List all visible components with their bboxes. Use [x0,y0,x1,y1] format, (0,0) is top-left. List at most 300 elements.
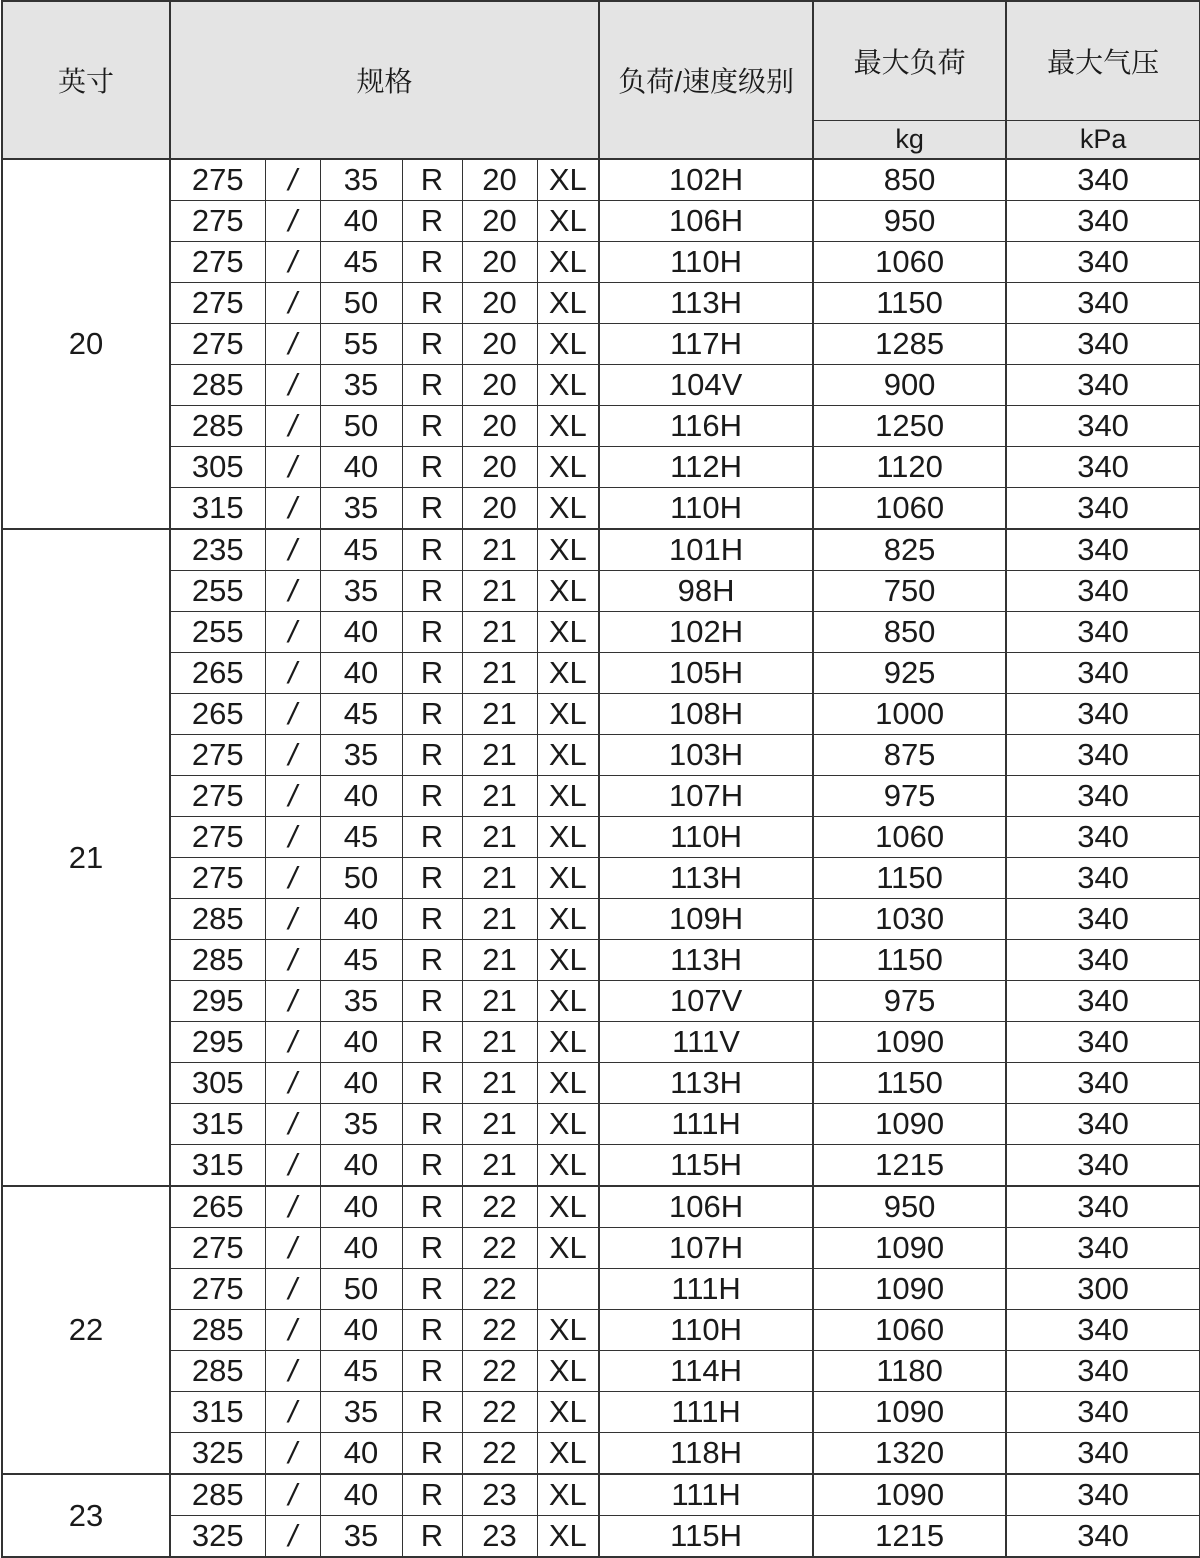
slash-cell: / [265,694,320,735]
table-row [2,324,1200,365]
max-load-cell: 1150 [813,1063,1006,1104]
reinforced-cell [537,1269,599,1310]
section-width-cell: 285 [170,940,265,981]
max-load-cell: 1215 [813,1516,1006,1558]
max-load-cell: 1150 [813,858,1006,899]
aspect-ratio-cell: 35 [320,1392,402,1433]
max-load-cell: 1000 [813,694,1006,735]
max-load-cell: 1090 [813,1228,1006,1269]
inch-cell: 22 [2,1186,170,1474]
slash-cell: / [265,365,320,406]
section-width-cell: 285 [170,1310,265,1351]
header-inch: 英寸 [2,1,170,159]
section-width-cell: 275 [170,283,265,324]
section-width-cell: 275 [170,735,265,776]
table-row [2,858,1200,899]
inch-cell: 23 [2,1474,170,1557]
section-width-cell: 285 [170,1474,265,1516]
slash-cell: / [265,447,320,488]
rim-diameter-cell: 21 [462,529,537,571]
max-pressure-cell: 340 [1006,981,1200,1022]
max-load-cell: 1250 [813,406,1006,447]
construction-cell: R [402,365,462,406]
header-load-unit: kg [813,121,1006,160]
section-width-cell: 305 [170,1063,265,1104]
max-load-cell: 1060 [813,242,1006,283]
slash-cell: / [265,1186,320,1228]
section-width-cell: 275 [170,201,265,242]
max-pressure-cell: 340 [1006,858,1200,899]
slash-cell: / [265,735,320,776]
header-spec: 规格 [170,1,599,159]
aspect-ratio-cell: 55 [320,324,402,365]
table-row [2,529,1200,571]
table-row [2,201,1200,242]
reinforced-cell: XL [537,653,599,694]
table-body [2,159,1200,1557]
header-max-pressure: 最大气压 [1006,1,1200,121]
section-width-cell: 315 [170,1145,265,1187]
table-row [2,735,1200,776]
reinforced-cell: XL [537,776,599,817]
construction-cell: R [402,242,462,283]
slash-cell: / [265,1145,320,1187]
max-load-cell: 1320 [813,1433,1006,1475]
table-row [2,283,1200,324]
aspect-ratio-cell: 40 [320,1022,402,1063]
slash-cell: / [265,1022,320,1063]
reinforced-cell: XL [537,1145,599,1187]
reinforced-cell: XL [537,242,599,283]
aspect-ratio-cell: 40 [320,899,402,940]
slash-cell: / [265,776,320,817]
load-speed-index-cell: 103H [599,735,813,776]
slash-cell: / [265,406,320,447]
table-row [2,571,1200,612]
load-speed-index-cell: 107V [599,981,813,1022]
slash-cell: / [265,612,320,653]
rim-diameter-cell: 21 [462,858,537,899]
load-speed-index-cell: 114H [599,1351,813,1392]
slash-cell: / [265,1516,320,1558]
construction-cell: R [402,1516,462,1558]
header-pressure-unit: kPa [1006,121,1200,160]
section-width-cell: 315 [170,1392,265,1433]
table-row [2,159,1200,201]
table-row [2,1063,1200,1104]
rim-diameter-cell: 23 [462,1474,537,1516]
reinforced-cell: XL [537,488,599,530]
section-width-cell: 325 [170,1516,265,1558]
load-speed-index-cell: 106H [599,201,813,242]
aspect-ratio-cell: 40 [320,1063,402,1104]
construction-cell: R [402,1228,462,1269]
rim-diameter-cell: 20 [462,447,537,488]
load-speed-index-cell: 111H [599,1269,813,1310]
reinforced-cell: XL [537,1351,599,1392]
load-speed-index-cell: 101H [599,529,813,571]
aspect-ratio-cell: 35 [320,488,402,530]
section-width-cell: 255 [170,571,265,612]
slash-cell: / [265,1228,320,1269]
table-row [2,1516,1200,1558]
max-load-cell: 1090 [813,1474,1006,1516]
max-pressure-cell: 340 [1006,406,1200,447]
load-speed-index-cell: 113H [599,940,813,981]
max-load-cell: 1285 [813,324,1006,365]
section-width-cell: 295 [170,981,265,1022]
load-speed-index-cell: 110H [599,1310,813,1351]
rim-diameter-cell: 21 [462,571,537,612]
max-pressure-cell: 340 [1006,1351,1200,1392]
reinforced-cell: XL [537,940,599,981]
construction-cell: R [402,612,462,653]
slash-cell: / [265,653,320,694]
table-row [2,1310,1200,1351]
section-width-cell: 275 [170,159,265,201]
max-load-cell: 925 [813,653,1006,694]
aspect-ratio-cell: 40 [320,612,402,653]
rim-diameter-cell: 21 [462,981,537,1022]
slash-cell: / [265,1392,320,1433]
max-pressure-cell: 340 [1006,1516,1200,1558]
construction-cell: R [402,899,462,940]
load-speed-index-cell: 104V [599,365,813,406]
rim-diameter-cell: 21 [462,940,537,981]
rim-diameter-cell: 20 [462,488,537,530]
max-pressure-cell: 300 [1006,1269,1200,1310]
rim-diameter-cell: 21 [462,1145,537,1187]
aspect-ratio-cell: 35 [320,1104,402,1145]
rim-diameter-cell: 21 [462,1022,537,1063]
section-width-cell: 255 [170,612,265,653]
rim-diameter-cell: 20 [462,159,537,201]
reinforced-cell: XL [537,159,599,201]
section-width-cell: 315 [170,1104,265,1145]
header-load-speed: 负荷/速度级别 [599,1,813,159]
section-width-cell: 315 [170,488,265,530]
load-speed-index-cell: 116H [599,406,813,447]
table-row [2,1104,1200,1145]
max-pressure-cell: 340 [1006,488,1200,530]
load-speed-index-cell: 112H [599,447,813,488]
tire-spec-table [1,0,1200,1558]
table-row [2,488,1200,530]
load-speed-index-cell: 115H [599,1145,813,1187]
construction-cell: R [402,1186,462,1228]
aspect-ratio-cell: 35 [320,981,402,1022]
section-width-cell: 275 [170,1228,265,1269]
aspect-ratio-cell: 40 [320,1186,402,1228]
max-pressure-cell: 340 [1006,447,1200,488]
aspect-ratio-cell: 40 [320,653,402,694]
slash-cell: / [265,1474,320,1516]
table-row [2,1186,1200,1228]
slash-cell: / [265,283,320,324]
table-row [2,242,1200,283]
aspect-ratio-cell: 40 [320,1474,402,1516]
rim-diameter-cell: 22 [462,1186,537,1228]
aspect-ratio-cell: 35 [320,1516,402,1558]
aspect-ratio-cell: 35 [320,735,402,776]
load-speed-index-cell: 117H [599,324,813,365]
table-row [2,1474,1200,1516]
aspect-ratio-cell: 45 [320,529,402,571]
section-width-cell: 275 [170,324,265,365]
load-speed-index-cell: 98H [599,571,813,612]
reinforced-cell: XL [537,899,599,940]
aspect-ratio-cell: 45 [320,940,402,981]
aspect-ratio-cell: 45 [320,1351,402,1392]
construction-cell: R [402,1433,462,1475]
aspect-ratio-cell: 40 [320,776,402,817]
section-width-cell: 275 [170,1269,265,1310]
rim-diameter-cell: 21 [462,1104,537,1145]
max-load-cell: 1150 [813,283,1006,324]
max-load-cell: 850 [813,612,1006,653]
reinforced-cell: XL [537,1228,599,1269]
slash-cell: / [265,940,320,981]
reinforced-cell: XL [537,1392,599,1433]
max-load-cell: 825 [813,529,1006,571]
rim-diameter-cell: 20 [462,201,537,242]
max-pressure-cell: 340 [1006,365,1200,406]
construction-cell: R [402,940,462,981]
max-load-cell: 1090 [813,1022,1006,1063]
aspect-ratio-cell: 35 [320,159,402,201]
rim-diameter-cell: 22 [462,1269,537,1310]
table-row [2,899,1200,940]
reinforced-cell: XL [537,1022,599,1063]
max-load-cell: 950 [813,1186,1006,1228]
max-pressure-cell: 340 [1006,283,1200,324]
section-width-cell: 285 [170,406,265,447]
max-pressure-cell: 340 [1006,201,1200,242]
aspect-ratio-cell: 50 [320,1269,402,1310]
construction-cell: R [402,1104,462,1145]
load-speed-index-cell: 111H [599,1474,813,1516]
rim-diameter-cell: 20 [462,406,537,447]
construction-cell: R [402,488,462,530]
max-pressure-cell: 340 [1006,653,1200,694]
aspect-ratio-cell: 40 [320,1145,402,1187]
max-load-cell: 1090 [813,1104,1006,1145]
max-pressure-cell: 340 [1006,776,1200,817]
construction-cell: R [402,981,462,1022]
rim-diameter-cell: 21 [462,612,537,653]
construction-cell: R [402,776,462,817]
slash-cell: / [265,242,320,283]
max-pressure-cell: 340 [1006,324,1200,365]
table-row [2,406,1200,447]
rim-diameter-cell: 20 [462,283,537,324]
load-speed-index-cell: 111H [599,1392,813,1433]
table-row [2,940,1200,981]
rim-diameter-cell: 21 [462,899,537,940]
rim-diameter-cell: 21 [462,817,537,858]
max-pressure-cell: 340 [1006,1104,1200,1145]
max-pressure-cell: 340 [1006,242,1200,283]
max-pressure-cell: 340 [1006,817,1200,858]
rim-diameter-cell: 21 [462,735,537,776]
reinforced-cell: XL [537,529,599,571]
slash-cell: / [265,1433,320,1475]
load-speed-index-cell: 107H [599,776,813,817]
max-load-cell: 1215 [813,1145,1006,1187]
max-pressure-cell: 340 [1006,1474,1200,1516]
aspect-ratio-cell: 35 [320,571,402,612]
slash-cell: / [265,981,320,1022]
load-speed-index-cell: 113H [599,283,813,324]
section-width-cell: 275 [170,817,265,858]
table-row [2,1022,1200,1063]
max-pressure-cell: 340 [1006,1186,1200,1228]
max-load-cell: 900 [813,365,1006,406]
max-load-cell: 1060 [813,1310,1006,1351]
rim-diameter-cell: 20 [462,242,537,283]
load-speed-index-cell: 113H [599,1063,813,1104]
section-width-cell: 275 [170,776,265,817]
reinforced-cell: XL [537,571,599,612]
reinforced-cell: XL [537,365,599,406]
table-row [2,694,1200,735]
load-speed-index-cell: 109H [599,899,813,940]
slash-cell: / [265,529,320,571]
rim-diameter-cell: 21 [462,776,537,817]
construction-cell: R [402,858,462,899]
max-pressure-cell: 340 [1006,735,1200,776]
reinforced-cell: XL [537,694,599,735]
slash-cell: / [265,1063,320,1104]
max-pressure-cell: 340 [1006,159,1200,201]
rim-diameter-cell: 23 [462,1516,537,1558]
table-row [2,1433,1200,1475]
max-pressure-cell: 340 [1006,571,1200,612]
section-width-cell: 305 [170,447,265,488]
table-row [2,1228,1200,1269]
section-width-cell: 285 [170,1351,265,1392]
aspect-ratio-cell: 40 [320,447,402,488]
table-row [2,1145,1200,1187]
construction-cell: R [402,529,462,571]
max-load-cell: 950 [813,201,1006,242]
construction-cell: R [402,406,462,447]
section-width-cell: 295 [170,1022,265,1063]
max-load-cell: 875 [813,735,1006,776]
section-width-cell: 235 [170,529,265,571]
section-width-cell: 275 [170,242,265,283]
table-row [2,447,1200,488]
slash-cell: / [265,1104,320,1145]
rim-diameter-cell: 22 [462,1392,537,1433]
load-speed-index-cell: 106H [599,1186,813,1228]
max-pressure-cell: 340 [1006,1310,1200,1351]
section-width-cell: 285 [170,899,265,940]
max-load-cell: 975 [813,981,1006,1022]
load-speed-index-cell: 113H [599,858,813,899]
rim-diameter-cell: 22 [462,1228,537,1269]
max-pressure-cell: 340 [1006,1392,1200,1433]
max-load-cell: 975 [813,776,1006,817]
reinforced-cell: XL [537,1186,599,1228]
reinforced-cell: XL [537,324,599,365]
rim-diameter-cell: 22 [462,1310,537,1351]
slash-cell: / [265,571,320,612]
max-pressure-cell: 340 [1006,1022,1200,1063]
max-load-cell: 1060 [813,488,1006,530]
max-load-cell: 750 [813,571,1006,612]
table-row [2,817,1200,858]
reinforced-cell: XL [537,735,599,776]
max-pressure-cell: 340 [1006,1145,1200,1187]
section-width-cell: 265 [170,694,265,735]
rim-diameter-cell: 21 [462,1063,537,1104]
reinforced-cell: XL [537,406,599,447]
section-width-cell: 265 [170,1186,265,1228]
reinforced-cell: XL [537,447,599,488]
slash-cell: / [265,488,320,530]
construction-cell: R [402,324,462,365]
load-speed-index-cell: 110H [599,242,813,283]
max-load-cell: 1060 [813,817,1006,858]
rim-diameter-cell: 22 [462,1433,537,1475]
slash-cell: / [265,201,320,242]
table-row [2,612,1200,653]
construction-cell: R [402,571,462,612]
load-speed-index-cell: 105H [599,653,813,694]
construction-cell: R [402,447,462,488]
load-speed-index-cell: 107H [599,1228,813,1269]
reinforced-cell: XL [537,201,599,242]
reinforced-cell: XL [537,981,599,1022]
aspect-ratio-cell: 50 [320,858,402,899]
aspect-ratio-cell: 50 [320,283,402,324]
max-pressure-cell: 340 [1006,899,1200,940]
inch-cell: 21 [2,529,170,1186]
load-speed-index-cell: 102H [599,159,813,201]
max-load-cell: 1090 [813,1269,1006,1310]
max-pressure-cell: 340 [1006,1228,1200,1269]
construction-cell: R [402,201,462,242]
load-speed-index-cell: 115H [599,1516,813,1558]
slash-cell: / [265,1351,320,1392]
rim-diameter-cell: 21 [462,694,537,735]
section-width-cell: 285 [170,365,265,406]
load-speed-index-cell: 118H [599,1433,813,1475]
table-row [2,1351,1200,1392]
aspect-ratio-cell: 40 [320,201,402,242]
construction-cell: R [402,817,462,858]
load-speed-index-cell: 110H [599,817,813,858]
construction-cell: R [402,1022,462,1063]
aspect-ratio-cell: 40 [320,1228,402,1269]
reinforced-cell: XL [537,283,599,324]
max-load-cell: 1150 [813,940,1006,981]
reinforced-cell: XL [537,1310,599,1351]
max-pressure-cell: 340 [1006,612,1200,653]
max-load-cell: 1090 [813,1392,1006,1433]
construction-cell: R [402,283,462,324]
construction-cell: R [402,1310,462,1351]
slash-cell: / [265,159,320,201]
aspect-ratio-cell: 45 [320,242,402,283]
construction-cell: R [402,653,462,694]
construction-cell: R [402,694,462,735]
max-load-cell: 1120 [813,447,1006,488]
slash-cell: / [265,1310,320,1351]
aspect-ratio-cell: 40 [320,1433,402,1475]
table-row [2,981,1200,1022]
